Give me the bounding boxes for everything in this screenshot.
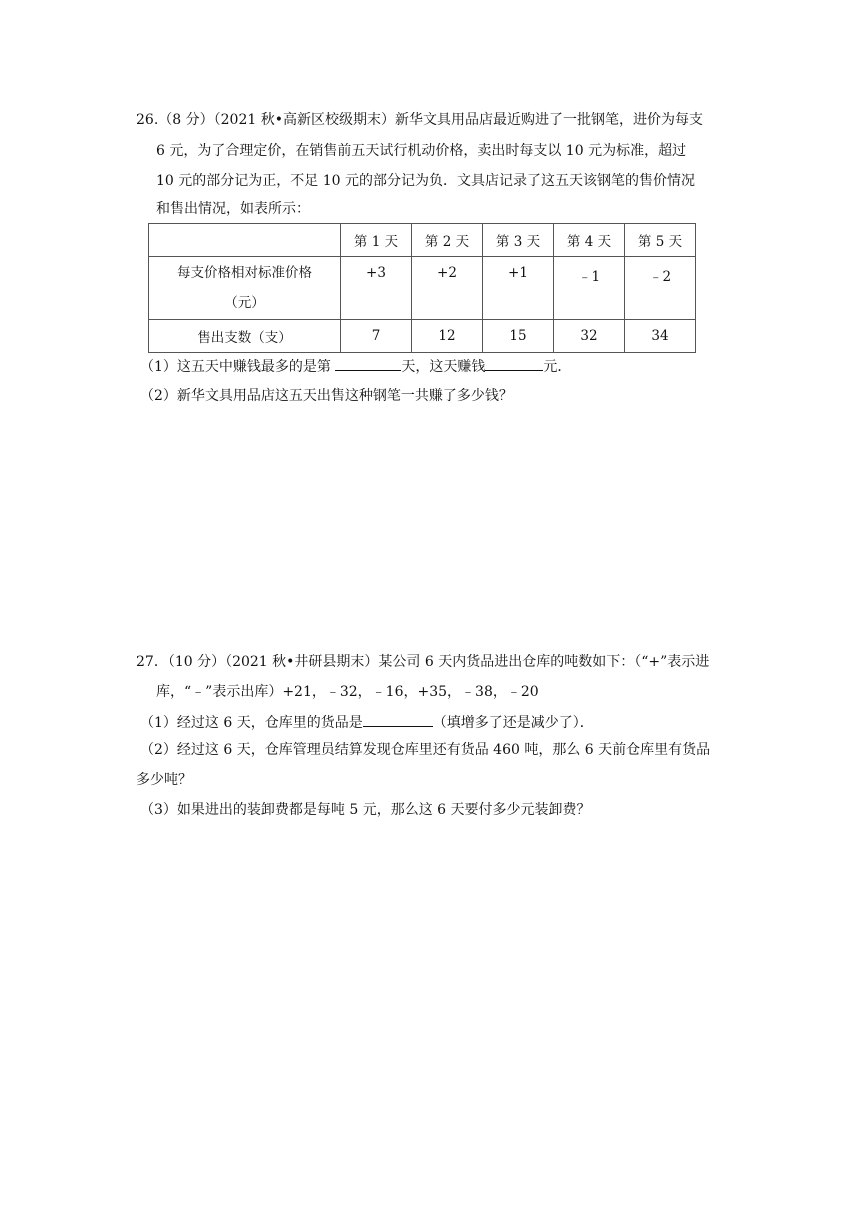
table-row-price-label	[149, 257, 341, 320]
q26-part-2: （2）新华文具用品店这五天出售这种钢笔一共赚了多少钱？	[140, 388, 513, 404]
q26-stem-line-3: 10 元的部分记为正，不足 10 元的部分记为负．文具店记录了这五天该钢笔的售价情况	[156, 173, 695, 189]
price-day-1: +3	[341, 257, 412, 320]
q26-answer-blank-day[interactable]	[335, 356, 401, 371]
price-day-2: +2	[412, 257, 483, 320]
q26-price-table	[148, 223, 696, 353]
q26-part-1	[140, 356, 571, 377]
q27-stem-line-2: 库，“﹣”表示出库）+21，﹣32，﹣16，+35，﹣38，﹣20	[156, 684, 539, 700]
table-header-row	[149, 224, 696, 257]
sold-day-1: 7	[341, 320, 412, 353]
q26-stem-line-1	[136, 110, 703, 130]
q26-part-1-text-c: 元．	[543, 359, 572, 375]
q26-number: 26.	[136, 112, 159, 128]
table-header-empty	[149, 224, 341, 257]
sold-day-4: 32	[554, 320, 625, 353]
sold-day-2: 12	[412, 320, 483, 353]
q26-stem-text-1: 新华文具用品店最近购进了一批钢笔，进价为每支	[394, 112, 703, 128]
q26-answer-blank-money[interactable]	[485, 356, 543, 371]
q26-score: （8 分）	[158, 112, 214, 128]
price-label-line-1: 每支价格相对标准价格	[177, 265, 312, 281]
q27-part-1-text-a: （1）经过这 6 天，仓库里的货品是	[140, 715, 363, 731]
table-row-sold-label: 售出支数（支）	[149, 320, 341, 353]
q27-part-2-line-2: 多少吨？	[136, 772, 192, 788]
sold-day-3: 15	[483, 320, 554, 353]
price-day-4: ﹣1	[554, 257, 625, 320]
table-header-day-2: 第 2 天	[412, 224, 483, 257]
q27-part-2-line-1: （2）经过这 6 天，仓库管理员结算发现仓库里还有货品 460 吨，那么 6 天前仓库里有货品	[140, 742, 711, 758]
q27-part-1	[140, 712, 594, 733]
price-day-5: ﹣2	[625, 257, 696, 320]
sold-day-5: 34	[625, 320, 696, 353]
price-label-line-2: （元）	[224, 295, 265, 311]
q26-stem-line-2: 6 元，为了合理定价，在销售前五天试行机动价格，卖出时每支以 10 元为标准，超过	[156, 143, 687, 159]
q26-stem-line-4: 和售出情况，如表所示：	[156, 201, 310, 217]
table-row-sold	[149, 320, 696, 353]
table-header-day-4: 第 4 天	[554, 224, 625, 257]
table-header-day-5: 第 5 天	[625, 224, 696, 257]
q26-source: （2021 秋•高新区校级期末）	[213, 112, 395, 128]
price-day-3: +1	[483, 257, 554, 320]
table-header-day-3: 第 3 天	[483, 224, 554, 257]
q27-part-3: （3）如果进出的装卸费都是每吨 5 元，那么这 6 天要付多少元装卸费？	[140, 802, 591, 818]
q26-part-1-text-b: 天，这天赚钱	[401, 359, 486, 375]
q27-stem-line-1: 27．（10 分）（2021 秋•井研县期末）某公司 6 天内货品进出仓库的吨数如下：（“+”表示进	[136, 654, 710, 670]
q27-answer-blank[interactable]	[363, 712, 433, 727]
table-header-day-1: 第 1 天	[341, 224, 412, 257]
table-row-price	[149, 257, 696, 320]
q27-part-1-text-b: （填增多了还是减少了）．	[432, 715, 594, 731]
q26-part-1-text-a: （1）这五天中赚钱最多的是第	[140, 359, 336, 375]
